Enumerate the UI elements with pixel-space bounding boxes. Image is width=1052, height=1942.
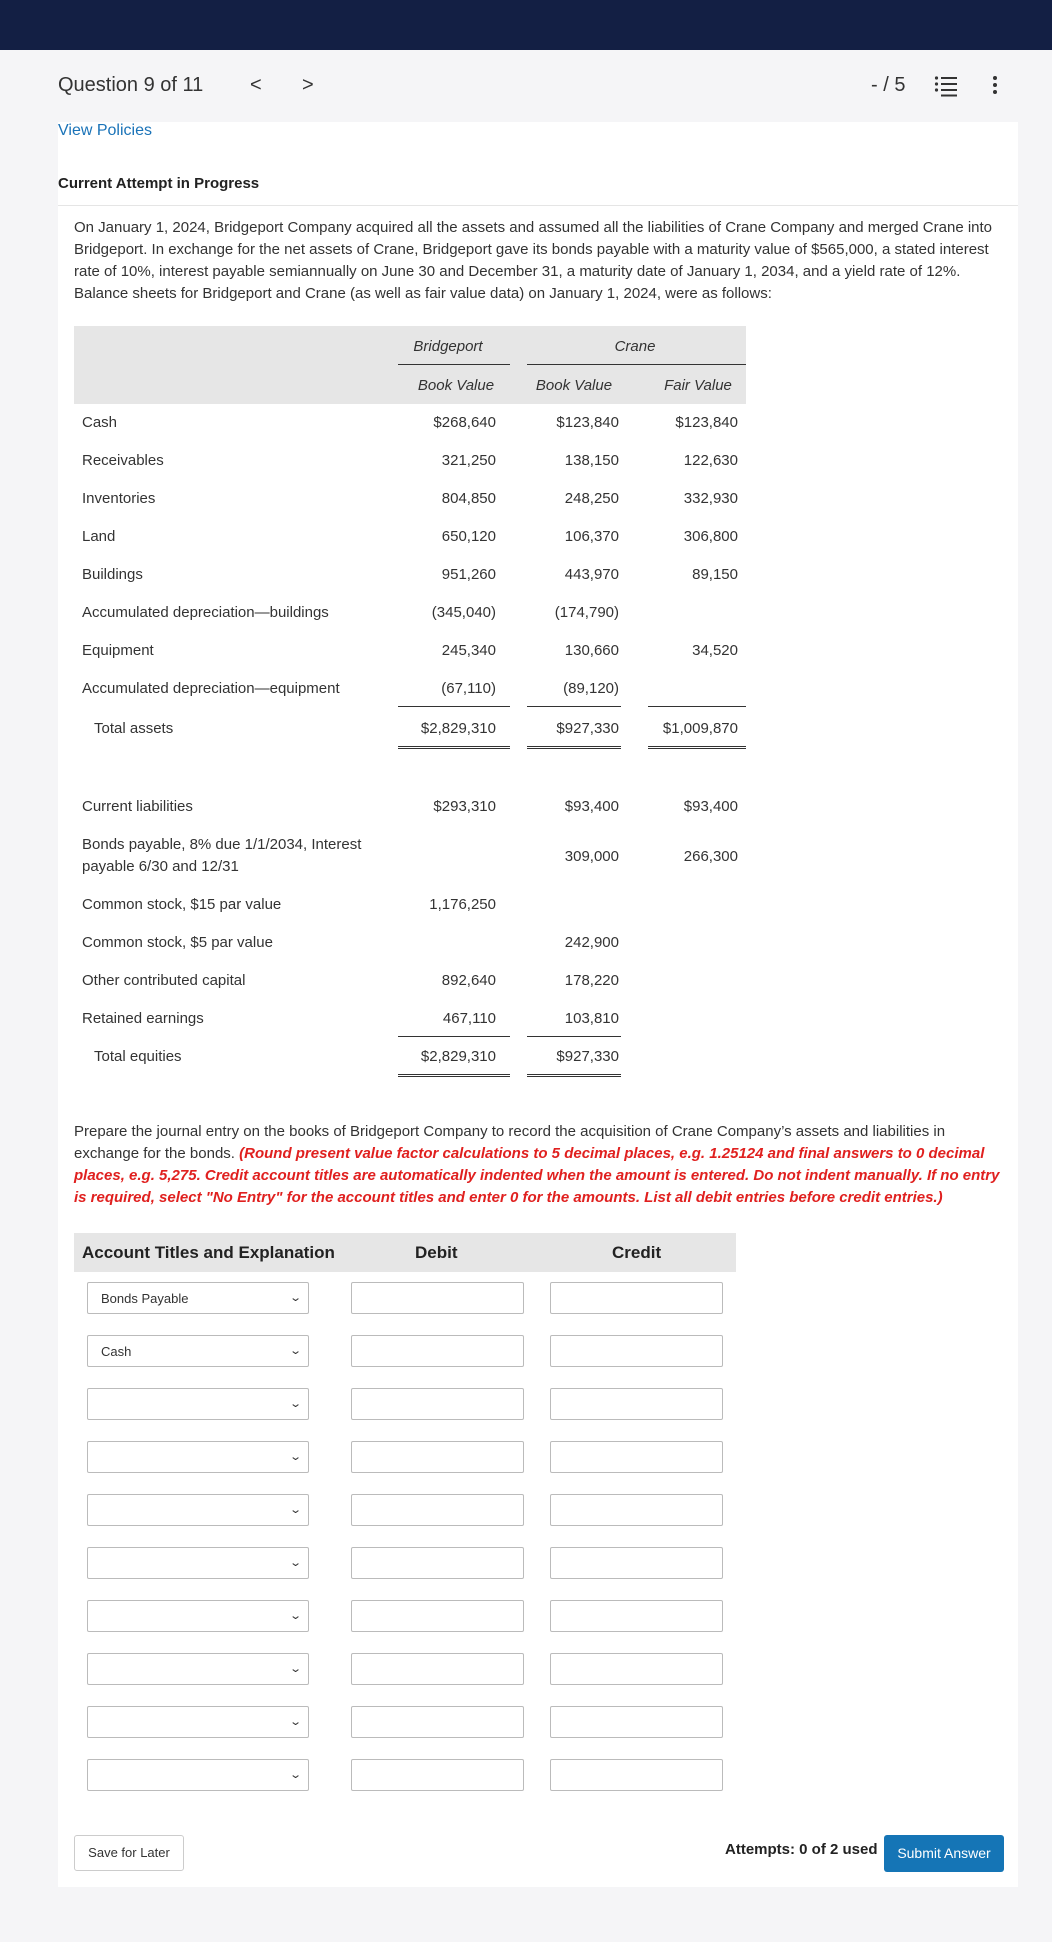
credit-input[interactable] xyxy=(550,1335,723,1367)
account-select[interactable] xyxy=(87,1388,309,1420)
row-label: Bonds payable, 8% due 1/1/2034, Interest payable 6/30 and 12/31 xyxy=(82,836,362,875)
account-select[interactable] xyxy=(87,1441,309,1473)
cell-value: 804,850 xyxy=(441,490,496,507)
cell-value: $123,840 xyxy=(556,414,619,431)
header-underline xyxy=(398,364,510,365)
debit-input[interactable] xyxy=(351,1441,524,1473)
chevron-down-icon: ⌄ xyxy=(288,1557,302,1569)
credit-input[interactable] xyxy=(550,1759,723,1791)
chevron-down-icon: ⌄ xyxy=(288,1451,302,1463)
col-book-value: Book Value xyxy=(417,377,495,394)
credit-input[interactable] xyxy=(550,1494,723,1526)
cell-value: 467,110 xyxy=(442,1010,496,1027)
total-underline xyxy=(527,1074,621,1077)
row-label: Common stock, $15 par value xyxy=(82,896,282,913)
cell-value: $93,400 xyxy=(564,798,619,815)
row-label: Total equities xyxy=(94,1048,182,1065)
account-select[interactable] xyxy=(87,1653,309,1685)
cell-value: (67,110) xyxy=(441,680,496,697)
cell-value: 245,340 xyxy=(441,642,496,659)
row-label: Inventories xyxy=(82,490,156,507)
row-label: Current liabilities xyxy=(82,798,193,815)
row-label: Retained earnings xyxy=(82,1010,204,1027)
question-header xyxy=(0,50,1052,122)
chevron-down-icon: ⌄ xyxy=(288,1504,302,1516)
row-label: Equipment xyxy=(82,642,154,659)
header-bridgeport: Bridgeport xyxy=(413,338,483,355)
row-label: Buildings xyxy=(82,566,143,583)
account-select-value: Bonds Payable xyxy=(101,1291,189,1306)
header-crane: Crane xyxy=(614,338,656,355)
view-policies-link[interactable]: View Policies xyxy=(58,122,152,139)
more-vertical-icon[interactable] xyxy=(992,76,998,98)
chevron-down-icon: ⌄ xyxy=(288,1345,302,1357)
cell-value: 103,810 xyxy=(564,1010,619,1027)
total-underline xyxy=(398,1074,510,1077)
credit-input[interactable] xyxy=(550,1547,723,1579)
account-select[interactable] xyxy=(87,1335,309,1367)
account-select[interactable] xyxy=(87,1706,309,1738)
cell-value: 122,630 xyxy=(683,452,738,469)
account-select[interactable] xyxy=(87,1547,309,1579)
cell-value: 650,120 xyxy=(441,528,496,545)
col-account-titles: Account Titles and Explanation xyxy=(82,1243,335,1262)
cell-value: $123,840 xyxy=(675,414,738,431)
cell-value: 138,150 xyxy=(564,452,619,469)
debit-input[interactable] xyxy=(351,1388,524,1420)
cell-value: 178,220 xyxy=(564,972,619,989)
cell-value: $927,330 xyxy=(556,1048,619,1065)
problem-text: On January 1, 2024, Bridgeport Company acquired all the assets and assumed all the liabilities of Crane Company and merged Crane into Bridgeport. In exchange for the net assets of Crane, Bridgeport gave its bonds payable with a maturity value of $565,000, a stated interest rate of 10%, interest payable semiannually on June 30 and December 31, a maturity date of January 1, 2034, and a yield rate of 12%. Balance sheets for Bridgeport and Crane (as well as fair value data) on January 1, 2024, were as follows: xyxy=(74,219,993,302)
col-credit: Credit xyxy=(612,1243,662,1262)
sum-line xyxy=(527,706,621,707)
cell-value: 242,900 xyxy=(564,934,619,951)
row-label: Accumulated depreciation—equipment xyxy=(82,680,340,697)
score: - / 5 xyxy=(871,74,906,96)
attempt-status: Current Attempt in Progress xyxy=(58,175,260,192)
cell-value: 130,660 xyxy=(564,642,619,659)
account-select-value: Cash xyxy=(101,1344,132,1359)
account-select[interactable] xyxy=(87,1282,309,1314)
top-bar xyxy=(0,0,1052,50)
row-label: Total assets xyxy=(94,720,174,737)
divider xyxy=(58,205,1018,206)
total-underline xyxy=(648,746,746,749)
debit-input[interactable] xyxy=(351,1600,524,1632)
cell-value: 321,250 xyxy=(441,452,496,469)
col-fair-value: Fair Value xyxy=(664,377,732,394)
cell-value: 89,150 xyxy=(692,566,738,583)
credit-input[interactable] xyxy=(550,1388,723,1420)
sum-line xyxy=(648,706,746,707)
save-for-later-button[interactable]: Save for Later xyxy=(74,1835,184,1871)
cell-value: 1,176,250 xyxy=(429,896,496,913)
chevron-down-icon: ⌄ xyxy=(288,1769,302,1781)
debit-input[interactable] xyxy=(351,1759,524,1791)
debit-input[interactable] xyxy=(351,1282,524,1314)
chevron-down-icon: ⌄ xyxy=(288,1610,302,1622)
debit-input[interactable] xyxy=(351,1706,524,1738)
instructions xyxy=(74,1121,1004,1209)
row-label: Other contributed capital xyxy=(82,972,246,989)
total-underline xyxy=(398,746,510,749)
credit-input[interactable] xyxy=(550,1706,723,1738)
journal-header xyxy=(74,1233,736,1272)
cell-value: $268,640 xyxy=(433,414,496,431)
cell-value: 34,520 xyxy=(692,642,738,659)
account-select[interactable] xyxy=(87,1494,309,1526)
cell-value: $2,829,310 xyxy=(420,720,496,737)
cell-value: 951,260 xyxy=(441,566,496,583)
credit-input[interactable] xyxy=(550,1600,723,1632)
debit-input[interactable] xyxy=(351,1653,524,1685)
chevron-left-icon[interactable]: < xyxy=(250,74,262,96)
sum-line xyxy=(527,1036,621,1037)
cell-value: $927,330 xyxy=(556,720,619,737)
col-debit: Debit xyxy=(415,1243,458,1262)
debit-input[interactable] xyxy=(351,1547,524,1579)
credit-input[interactable] xyxy=(550,1441,723,1473)
cell-value: 106,370 xyxy=(564,528,619,545)
credit-input[interactable] xyxy=(550,1653,723,1685)
submit-answer-button[interactable]: Submit Answer xyxy=(884,1835,1004,1872)
row-label: Cash xyxy=(82,414,118,431)
instructions-note: (Round present value factor calculations to 5 decimal places, e.g. 1.25124 and final answers to 0 decimal places, e.g. 5,275. Credit account titles are automatically indented when the amount is entered. Do not indent manually. If no entry is required, select "No Entry" for the account titles and enter 0 for the amounts. List all debit entries before credit entries.) xyxy=(74,1145,1000,1206)
cell-value: (174,790) xyxy=(554,604,619,621)
col-book-value: Book Value xyxy=(535,377,613,394)
debit-input[interactable] xyxy=(351,1494,524,1526)
chevron-down-icon: ⌄ xyxy=(288,1663,302,1675)
chevron-down-icon: ⌄ xyxy=(288,1292,302,1304)
cell-value: 443,970 xyxy=(564,566,619,583)
credit-input[interactable] xyxy=(550,1282,723,1314)
instructions-text: Prepare the journal entry on the books of Bridgeport Company to record the acquisition of Crane Company’s assets and liabilities in exchange for the bonds. xyxy=(74,1123,946,1162)
account-select[interactable] xyxy=(87,1600,309,1632)
sum-line xyxy=(398,1036,510,1037)
cell-value: 309,000 xyxy=(564,848,619,865)
attempts-counter: Attempts: 0 of 2 used xyxy=(725,1841,878,1858)
cell-value: $93,400 xyxy=(683,798,738,815)
total-underline xyxy=(527,746,621,749)
cell-value: 248,250 xyxy=(564,490,619,507)
cell-value: $293,310 xyxy=(433,798,496,815)
list-icon[interactable] xyxy=(934,75,958,97)
account-select[interactable] xyxy=(87,1759,309,1791)
row-label: Receivables xyxy=(82,452,164,469)
cell-value: 306,800 xyxy=(683,528,738,545)
cell-value: 266,300 xyxy=(683,848,738,865)
cell-value: 892,640 xyxy=(441,972,496,989)
row-label: Accumulated depreciation—buildings xyxy=(82,604,329,621)
cell-value: $1,009,870 xyxy=(662,720,738,737)
chevron-down-icon: ⌄ xyxy=(288,1716,302,1728)
chevron-right-icon[interactable]: > xyxy=(302,74,314,96)
sum-line xyxy=(398,706,510,707)
debit-input[interactable] xyxy=(351,1335,524,1367)
cell-value: 332,930 xyxy=(683,490,738,507)
row-label: Land xyxy=(82,528,116,545)
header-underline xyxy=(527,364,746,365)
row-label: Common stock, $5 par value xyxy=(82,934,273,951)
question-counter: Question 9 of 11 xyxy=(58,74,204,96)
cell-value: (345,040) xyxy=(431,604,496,621)
cell-value: (89,120) xyxy=(563,680,619,697)
cell-value: $2,829,310 xyxy=(420,1048,496,1065)
chevron-down-icon: ⌄ xyxy=(288,1398,302,1410)
